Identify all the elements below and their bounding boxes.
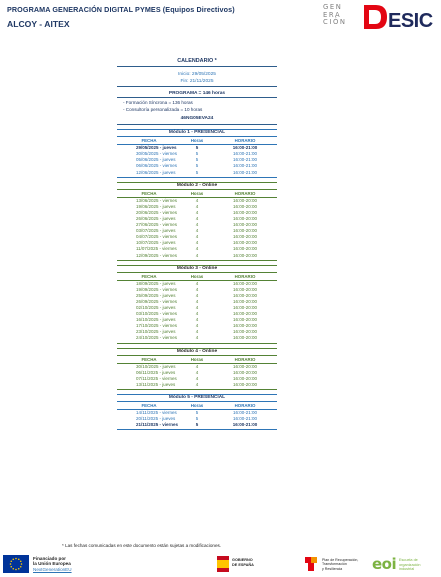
session-schedule: 16:00-21:00 — [232, 145, 258, 151]
session-schedule: 16:00-20:00 — [232, 329, 258, 335]
prtr-line-3: y Resiliencia — [322, 566, 343, 571]
session-hours: 4 — [195, 252, 199, 258]
session-schedule: 16:00-20:00 — [232, 369, 258, 375]
session-schedule: 16:00-20:00 — [232, 234, 258, 240]
session-hours: 4 — [195, 363, 199, 369]
session-schedule: 16:00-21:00 — [232, 416, 258, 421]
session-schedule: 16:00-20:00 — [232, 292, 258, 298]
session-date: 10/07/2025 - jueves — [136, 240, 176, 246]
generacion-esic-logo — [323, 2, 435, 32]
logo-gen-line-3: CIÓN — [323, 18, 347, 27]
session-hours: 4 — [195, 197, 199, 203]
session-schedule: 16:00-20:00 — [232, 280, 258, 286]
gobierno-espana-logo — [217, 556, 279, 573]
session-hours: 4 — [195, 215, 199, 221]
session-date: 07/11/2025 - viernes — [136, 375, 177, 381]
session-schedule: 16:00-20:00 — [232, 298, 258, 304]
module-column-headers — [117, 356, 277, 364]
session-hours: 4 — [195, 375, 199, 381]
eu-line-1: Financiado por — [33, 556, 66, 561]
session-date: 18/09/2025 - jueves — [136, 280, 176, 286]
eu-star — [10, 566, 12, 568]
session-schedule: 16:00-20:00 — [232, 286, 258, 292]
session-schedule: 16:00-21:00 — [232, 163, 258, 169]
session-schedule: 16:00-21:00 — [232, 409, 258, 415]
session-hours: 5 — [195, 169, 199, 175]
session-date: 02/10/2025 - jueves — [136, 304, 176, 310]
session-date: 21/11/2025 - viernes — [136, 422, 179, 428]
module-title: Módulo 3 - Online — [117, 265, 277, 273]
module-column-headers — [117, 190, 277, 198]
session-schedule: 16:00-21:00 — [232, 422, 258, 428]
eu-star — [12, 558, 14, 560]
eu-star — [20, 560, 22, 562]
logo-gen-line-1: GEN — [323, 3, 343, 11]
session-hours: 5 — [195, 416, 199, 421]
session-date: 14/11/2025 - viernes — [136, 409, 177, 415]
modules-list — [117, 129, 277, 430]
session-hours: 5 — [195, 151, 199, 157]
session-date: 16/10/2025 - jueves — [136, 317, 176, 323]
spain-coat-of-arms-icon — [217, 556, 229, 572]
eu-star — [20, 566, 22, 568]
session-date: 20/11/2025 - jueves — [136, 416, 176, 421]
gov-line-2: DE ESPAÑA — [232, 562, 254, 567]
eoi-logo — [372, 556, 438, 573]
eu-star — [18, 558, 20, 560]
end-date: Fin: 21/11/2025 — [180, 79, 214, 84]
module-divider — [117, 342, 277, 344]
eu-star — [21, 563, 23, 565]
module-column-headers — [117, 137, 277, 145]
session-hours: 5 — [195, 409, 199, 415]
logo-gen-line-2: ERA — [323, 10, 342, 19]
calendar-dates — [117, 71, 277, 87]
session-schedule: 16:00-21:00 — [232, 169, 258, 175]
module-title: Módulo 1 - PRESENCIAL — [117, 129, 277, 137]
session-hours: 4 — [195, 228, 199, 234]
column-fecha: FECHA — [141, 402, 157, 408]
course-code: 46NG05EVA24 — [117, 116, 277, 125]
session-schedule: 16:00-20:00 — [232, 209, 258, 215]
eu-line-3: NextGenerationEU — [33, 566, 72, 572]
session-date: 27/06/2025 - viernes — [136, 222, 178, 228]
session-hours: 5 — [195, 145, 199, 151]
eu-star — [10, 563, 12, 565]
session-schedule: 16:00-20:00 — [232, 246, 258, 252]
session-hours: 4 — [195, 304, 199, 310]
table-row — [117, 335, 277, 341]
eu-funding-text — [33, 556, 72, 572]
session-date: 24/10/2025 - viernes — [136, 335, 178, 341]
session-date: 13/11/2025 - jueves — [136, 381, 176, 387]
esic-logo-icon — [363, 2, 435, 32]
column-horario: HORARIO — [234, 190, 256, 196]
session-hours: 4 — [195, 323, 199, 329]
session-hours: 4 — [195, 369, 199, 375]
footnote: * Las fechas comunicadas en este documento están sujetas a modificaciones. — [62, 543, 222, 548]
session-date: 19/09/2025 - viernes — [136, 286, 178, 292]
session-date: 26/09/2025 - viernes — [136, 298, 178, 304]
table-row — [117, 382, 277, 388]
session-date: 06/06/2025 - viernes — [136, 163, 178, 169]
breakdown-item: - Consultoría personalizada = 10 horas — [123, 106, 203, 112]
column-horario: HORARIO — [234, 356, 256, 362]
module-column-headers — [117, 402, 277, 410]
session-date: 03/10/2025 - viernes — [136, 311, 178, 317]
funding-footer — [0, 553, 441, 577]
column-horas: Horas — [190, 190, 204, 196]
session-schedule: 16:00-20:00 — [232, 335, 258, 341]
column-horario: HORARIO — [234, 273, 256, 279]
session-hours: 4 — [195, 298, 199, 304]
eu-line-2: la Unión Europea — [33, 561, 71, 567]
eu-star — [15, 558, 17, 560]
session-schedule: 16:00-20:00 — [232, 317, 258, 323]
module-title: Módulo 4 - Online — [117, 348, 277, 356]
session-hours: 5 — [195, 163, 199, 169]
eu-star — [18, 568, 20, 570]
session-schedule: 16:00-20:00 — [232, 381, 258, 387]
eoi-line-2: organización — [399, 562, 421, 567]
prtr-line-2: Transformación — [322, 562, 347, 567]
session-date: 23/10/2025 - jueves — [136, 329, 176, 335]
module-section — [117, 129, 277, 177]
eu-flag-icon — [3, 555, 29, 573]
session-schedule: 16:00-20:00 — [232, 215, 258, 221]
session-schedule: 16:00-20:00 — [232, 323, 258, 329]
prtr-line-1: Plan de Recuperación, — [322, 558, 359, 562]
program-breakdown — [117, 100, 277, 113]
session-date: 12/09/2025 - viernes — [136, 252, 178, 258]
module-divider — [117, 388, 277, 390]
document-header — [7, 5, 235, 29]
table-row — [117, 422, 277, 428]
session-hours: 4 — [195, 280, 199, 286]
gobierno-text — [232, 558, 254, 567]
session-hours: 5 — [195, 422, 199, 428]
session-date: 25/09/2025 - jueves — [136, 292, 176, 298]
calendar-title: CALENDARIO * — [117, 58, 277, 67]
prtr-mark-icon — [305, 556, 318, 572]
session-schedule: 16:00-20:00 — [232, 304, 258, 310]
column-fecha: FECHA — [141, 190, 157, 196]
module-title: Módulo 5 - PRESENCIAL — [117, 394, 277, 402]
session-schedule: 16:00-20:00 — [232, 197, 258, 203]
column-horas: Horas — [190, 138, 204, 144]
column-horas: Horas — [190, 356, 204, 362]
table-row — [117, 253, 277, 259]
session-date: 11/07/2025 - viernes — [136, 246, 177, 252]
module-divider — [117, 176, 277, 178]
session-date: 30/05/2025 - viernes — [136, 151, 178, 157]
session-hours: 4 — [195, 381, 199, 387]
module-divider — [117, 259, 277, 261]
calendar-document — [117, 58, 277, 430]
session-schedule: 16:00-20:00 — [232, 252, 258, 258]
session-hours: 4 — [195, 246, 199, 252]
eu-star — [10, 560, 12, 562]
session-date: 30/10/2025 - jueves — [136, 363, 176, 369]
session-hours: 4 — [195, 240, 199, 246]
session-date: 04/07/2025 - viernes — [136, 234, 178, 240]
eoi-text — [399, 558, 421, 572]
session-hours: 4 — [195, 286, 199, 292]
column-fecha: FECHA — [141, 138, 157, 144]
module-section — [117, 348, 277, 390]
session-date: 13/06/2025 - viernes — [136, 197, 178, 203]
session-schedule: 16:00-20:00 — [232, 240, 258, 246]
session-schedule: 16:00-20:00 — [232, 203, 258, 209]
program-hours: PROGRAMA = 146 horas — [117, 91, 277, 98]
session-schedule: 16:00-21:00 — [232, 157, 258, 163]
column-horario: HORARIO — [234, 138, 256, 144]
prtr-text — [322, 558, 358, 571]
module-section — [117, 182, 277, 261]
location-subtitle: ALCOY - AITEX — [7, 19, 70, 29]
breakdown-item: - Formación Síncrona = 136 horas — [123, 100, 193, 105]
session-date: 19/06/2025 - jueves — [136, 203, 176, 209]
prtr-logo — [305, 556, 365, 573]
session-date: 26/06/2025 - jueves — [136, 215, 176, 221]
table-row — [117, 170, 277, 176]
session-hours: 4 — [195, 329, 199, 335]
session-date: 29/05/2025 - jueves — [136, 145, 177, 151]
session-schedule: 16:00-21:00 — [232, 151, 258, 157]
session-hours: 4 — [195, 317, 199, 323]
column-horas: Horas — [190, 402, 204, 408]
eoi-line-3: industrial — [399, 567, 415, 572]
eu-star — [12, 568, 14, 570]
session-hours: 4 — [195, 209, 199, 215]
module-divider — [117, 428, 277, 430]
module-column-headers — [117, 273, 277, 281]
session-hours: 4 — [195, 203, 199, 209]
session-date: 17/10/2025 - viernes — [136, 323, 178, 329]
gov-line-1: GOBIERNO — [232, 558, 253, 562]
column-fecha: FECHA — [141, 273, 157, 279]
session-schedule: 16:00-20:00 — [232, 363, 258, 369]
program-title: PROGRAMA GENERACIÓN DIGITAL PYMES (Equipos Directivos) — [7, 5, 235, 14]
session-date: 20/06/2025 - viernes — [136, 209, 178, 215]
session-hours: 4 — [195, 292, 199, 298]
session-hours: 4 — [195, 222, 199, 228]
module-section — [117, 394, 277, 430]
logo-brand-text: ESIC — [388, 10, 433, 32]
session-hours: 4 — [195, 335, 199, 341]
session-schedule: 16:00-20:00 — [232, 311, 258, 317]
column-horas: Horas — [190, 273, 204, 279]
eoi-line-1: Escuela de — [399, 558, 418, 562]
session-hours: 4 — [195, 311, 199, 317]
eu-star — [15, 569, 17, 571]
session-hours: 4 — [195, 234, 199, 240]
column-fecha: FECHA — [141, 356, 157, 362]
column-horario: HORARIO — [234, 402, 256, 408]
module-title: Módulo 2 - Online — [117, 182, 277, 190]
session-schedule: 16:00-20:00 — [232, 222, 258, 228]
module-section — [117, 265, 277, 344]
session-date: 05/06/2025 - jueves — [136, 157, 176, 163]
session-date: 06/11/2025 - jueves — [136, 369, 176, 375]
start-date: Inicio: 29/05/2025 — [178, 72, 216, 77]
eoi-mark: eoi — [372, 555, 397, 573]
session-schedule: 16:00-20:00 — [232, 228, 258, 234]
session-date: 12/06/2025 - jueves — [136, 169, 176, 175]
session-schedule: 16:00-20:00 — [232, 375, 258, 381]
session-hours: 5 — [195, 157, 199, 163]
generacion-wordmark — [323, 4, 347, 27]
session-date: 03/07/2025 - jueves — [136, 228, 176, 234]
